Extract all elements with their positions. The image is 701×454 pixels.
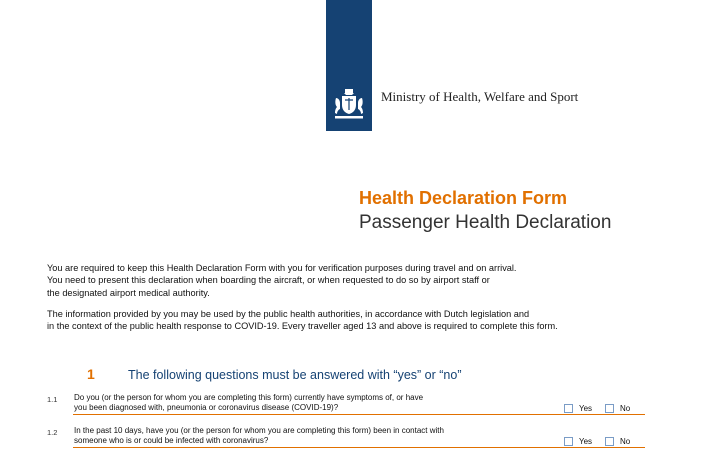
yes-option[interactable] (564, 437, 592, 446)
intro-line: the designated airport medical authority. (47, 287, 210, 298)
intro-paragraph-1 (47, 262, 647, 299)
no-label: No (620, 404, 631, 413)
question-line: you been diagnosed with, pneumonia or coronavirus disease (COVID-19)? (74, 403, 339, 412)
form-subtitle: Passenger Health Declaration (359, 212, 612, 233)
question-row (47, 393, 645, 419)
question-text (74, 393, 544, 413)
question-row (47, 426, 645, 452)
ministry-name: Ministry of Health, Welfare and Sport (381, 89, 579, 104)
section-title: The following questions must be answered with “yes” or “no” (128, 368, 462, 382)
no-option[interactable] (605, 437, 630, 446)
form-title: Health Declaration Form (359, 188, 568, 208)
yes-checkbox[interactable] (564, 404, 573, 413)
no-label: No (620, 437, 631, 446)
question-line: Do you (or the person for whom you are completing this form) currently have symptoms of, or have (74, 393, 424, 402)
yes-option[interactable] (564, 404, 592, 413)
question-divider (73, 447, 645, 448)
yes-checkbox[interactable] (564, 437, 573, 446)
yes-label: Yes (579, 437, 593, 446)
question-text (74, 426, 544, 446)
intro-line: in the context of the public health response to COVID-19. Every traveller aged 13 and above is required to complete this form. (47, 321, 558, 332)
question-line: In the past 10 days, have you (or the person for whom you are completing this form) been in contact with (74, 426, 444, 435)
question-number: 1.2 (47, 428, 58, 437)
yes-label: Yes (579, 404, 593, 413)
intro-line: The information provided by you may be used by the public health authorities, in accordance with Dutch legislation and (47, 309, 530, 319)
question-number: 1.1 (47, 395, 58, 404)
intro-line: You are required to keep this Health Declaration Form with you for verification purposes during travel and on arrival. (47, 263, 517, 273)
no-checkbox[interactable] (605, 404, 614, 413)
ministry-logo-bar (326, 0, 372, 131)
no-checkbox[interactable] (605, 437, 614, 446)
intro-line: You need to present this declaration when boarding the aircraft, or when requested to do so by airport staff or (47, 275, 490, 286)
intro-paragraph-2 (47, 308, 647, 333)
question-line: someone who is or could be infected with coronavirus? (74, 436, 269, 445)
royal-crest-icon (331, 86, 367, 122)
no-option[interactable] (605, 404, 630, 413)
question-divider (73, 414, 645, 415)
section-number: 1 (87, 366, 95, 382)
